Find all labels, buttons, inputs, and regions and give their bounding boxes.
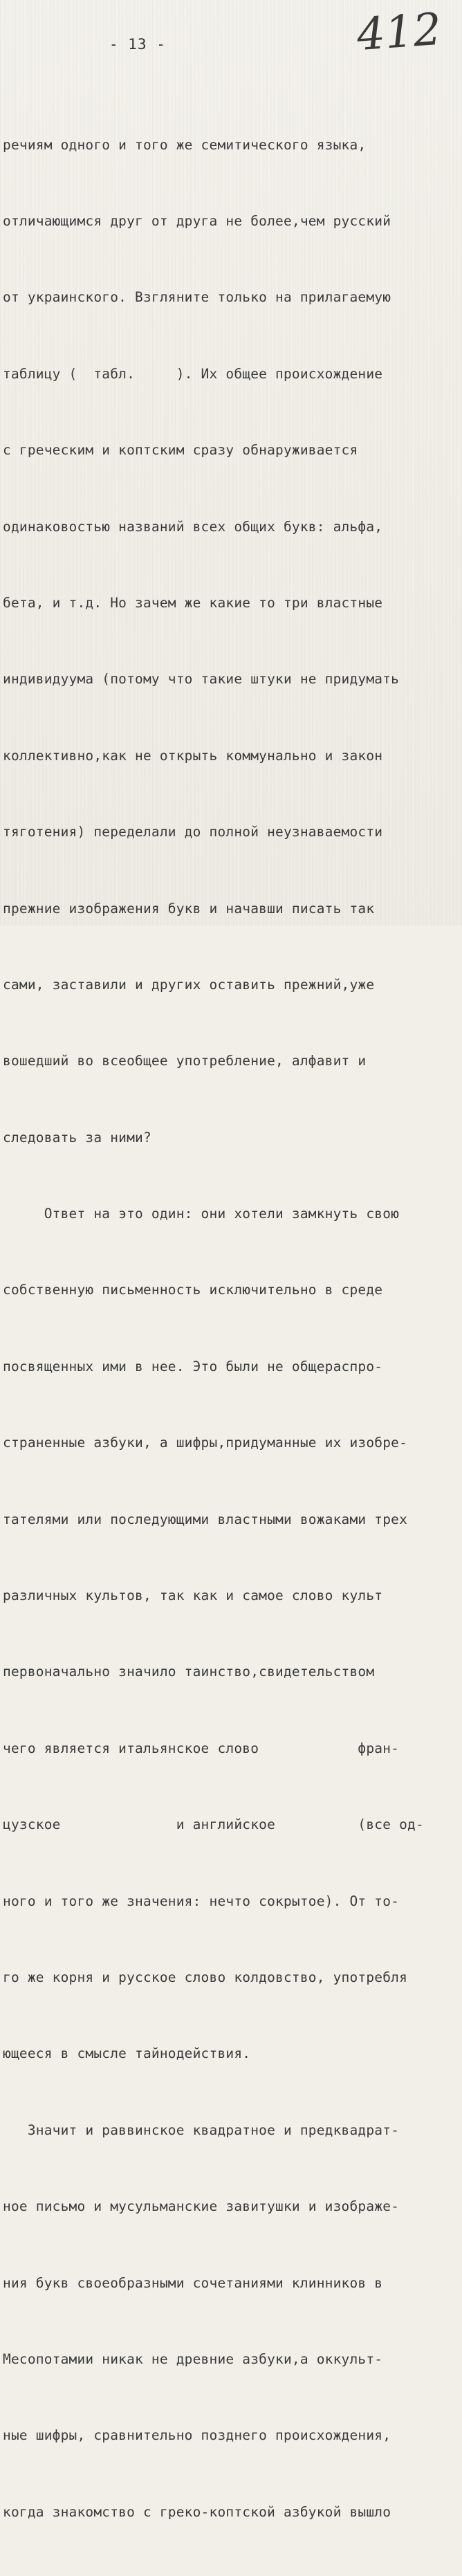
body-text: [3, 82, 459, 2576]
text-line: бета, и т.д. Но зачем же какие то три властные: [3, 594, 383, 611]
text-line: таблицу ( табл. ). Их общее происхождение: [3, 365, 383, 382]
text-line: первоначально значило таинство,свидетельством: [3, 1664, 375, 1680]
text-line: вошедший во всеобщее употребление, алфавит и: [3, 1053, 367, 1069]
handwritten-page-number: 412: [355, 3, 443, 62]
text-line: ния букв своеобразными сочетаниями клинников в: [3, 2274, 383, 2291]
text-line: Ответ на это один: они хотели замкнуть свою: [3, 1206, 400, 1222]
text-line: когда знакомство с греко-коптской азбукой вышло: [3, 2503, 391, 2520]
text-line: индивидуума (потому что такие штуки не придумать: [3, 671, 400, 688]
text-line: ные шифры, сравнительно позднего происхождения,: [3, 2427, 391, 2444]
text-line: сами, заставили и других оставить прежний,уже: [3, 976, 375, 993]
text-line: речиям одного и того же семитического языка,: [3, 136, 367, 153]
page-number: - 13 -: [109, 36, 166, 53]
text-line: Значит и раввинское квадратное и предквадрат-: [3, 2122, 400, 2138]
text-line: го же корня и русское слово колдовство, употребля: [3, 1969, 408, 1985]
text-line: прежние изображения букв и начавши писать так: [3, 900, 375, 917]
text-line: цузское и английское (все од-: [3, 1816, 424, 1833]
text-line: ного и того же значения: нечто сокрытое). От то-: [3, 1893, 400, 1909]
text-line: собственную письменность исключительно в среде: [3, 1282, 383, 1298]
text-line: различных культов, так как и самое слово культ: [3, 1588, 383, 1604]
text-line: Месопотамии никак не древние азбуки,а оккульт-: [3, 2350, 383, 2367]
text-line: страненные азбуки, а шифры,придуманные их изобре-: [3, 1435, 408, 1451]
text-line: тяготения) переделали до полной неузнаваемости: [3, 824, 383, 840]
text-line: ное письмо и мусульманские завитушки и изображе-: [3, 2198, 400, 2215]
text-line: от украинского. Взгляните только на прилагаемую: [3, 289, 391, 306]
text-line: одинаковостью названий всех общих букв: альфа,: [3, 518, 383, 535]
text-line: отличающимся друг от друга не более,чем русский: [3, 212, 391, 229]
text-line: ющееся в смысле тайнодействия.: [3, 2045, 251, 2062]
text-line: с греческим и коптским сразу обнаруживается: [3, 442, 358, 459]
text-line: следовать за ними?: [3, 1129, 151, 1146]
text-line: посвященных ими в нее. Это были не общераспро-: [3, 1358, 383, 1374]
text-line: коллективно,как не открыть коммунально и закон: [3, 747, 383, 764]
text-line: тателями или последующими властными вожаками трех: [3, 1511, 408, 1527]
text-line: чего является итальянское слово фран-: [3, 1740, 400, 1756]
